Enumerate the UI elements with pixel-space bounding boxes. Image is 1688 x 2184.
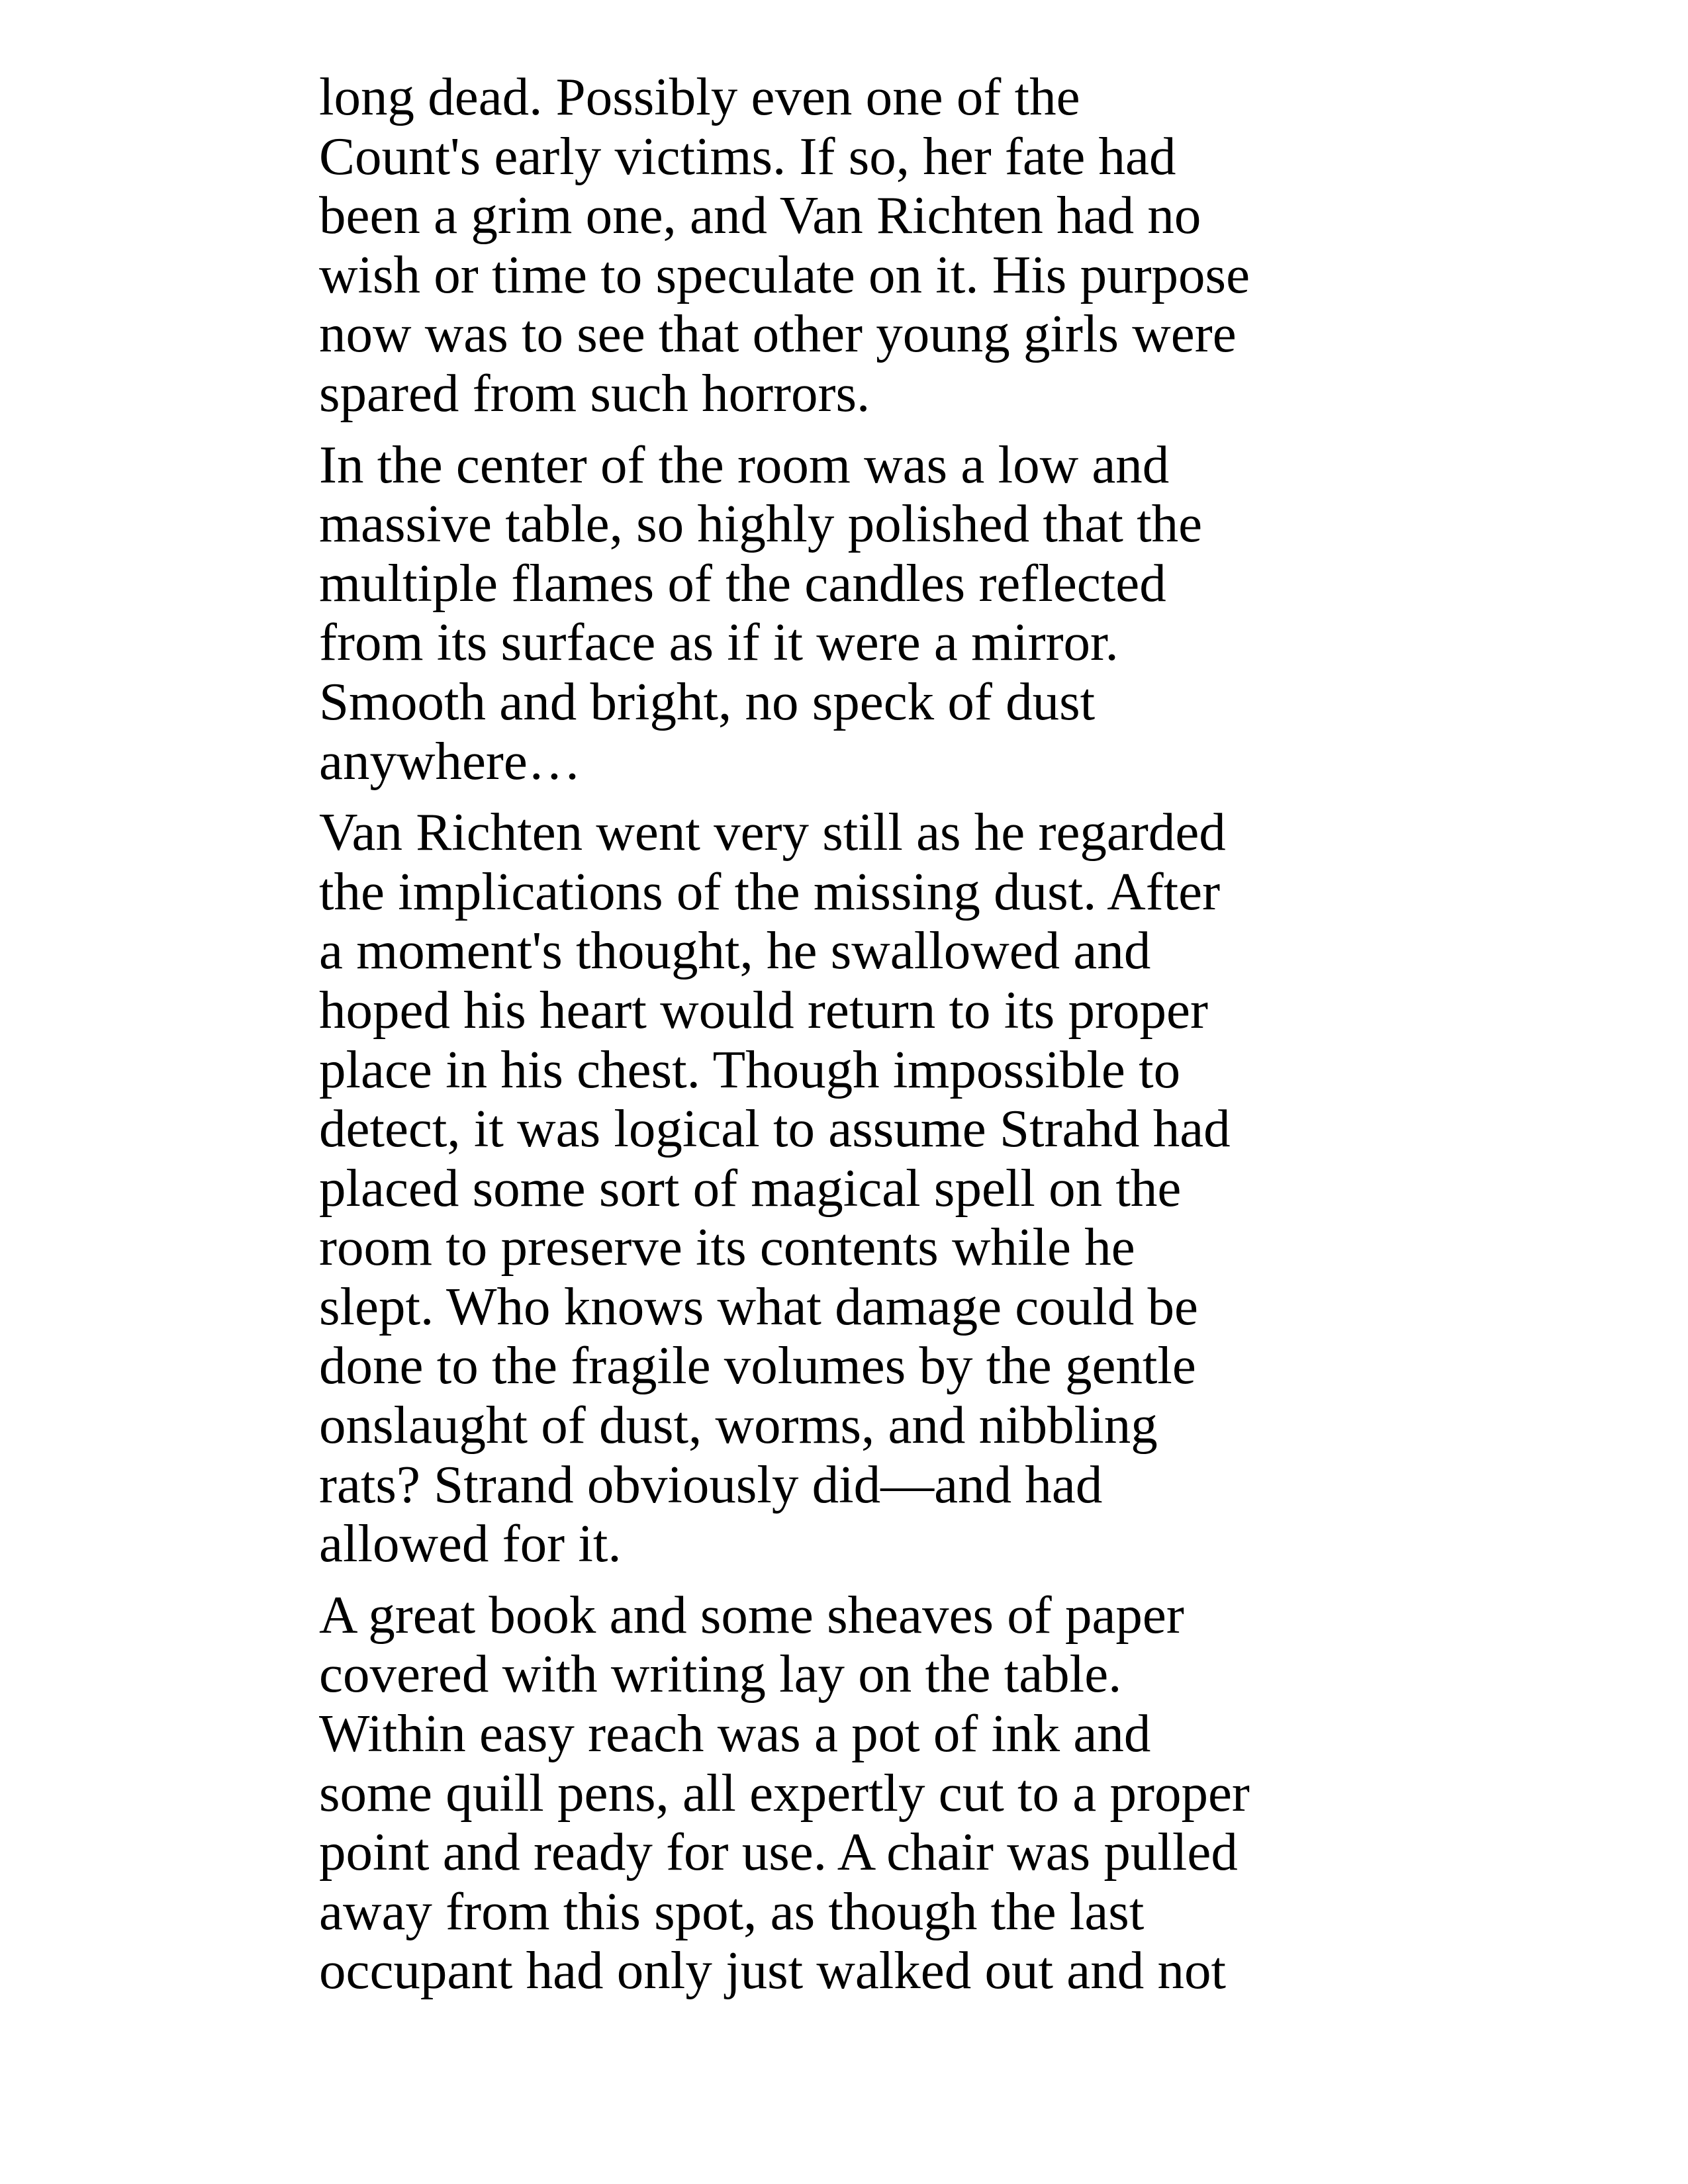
text-line: hoped his heart would return to its proper	[319, 979, 1208, 1040]
text-line: done to the fragile volumes by the gentle	[319, 1336, 1196, 1396]
text-line: placed some sort of magical spell on the	[319, 1158, 1182, 1218]
text-line: place in his chest. Though impossible to	[319, 1039, 1181, 1099]
body-text	[319, 68, 1405, 2013]
text-line: the implications of the missing dust. After	[319, 861, 1221, 921]
text-line: In the center of the room was a low and	[319, 434, 1170, 494]
text-line: massive table, so highly polished that the	[319, 494, 1203, 554]
text-line: wish or time to speculate on it. His purpose	[319, 244, 1250, 304]
text-line: allowed for it.	[319, 1514, 622, 1574]
text-line: been a grim one, and Van Richten had no	[319, 185, 1201, 246]
text-line: now was to see that other young girls were	[319, 304, 1237, 364]
paragraph	[319, 68, 1405, 424]
text-line: a moment's thought, he swallowed and	[319, 921, 1151, 981]
text-line: long dead. Possibly even one of the	[319, 67, 1080, 126]
text-line: Van Richten went very still as he regarded	[319, 802, 1226, 862]
text-line: rats? Strand obviously did—and had	[319, 1454, 1103, 1514]
text-line: some quill pens, all expertly cut to a proper	[319, 1762, 1250, 1823]
text-line: A great book and some sheaves of paper	[319, 1584, 1184, 1645]
text-line: anywhere…	[319, 731, 581, 791]
text-line: occupant had only just walked out and not	[319, 1940, 1226, 2001]
text-line: room to preserve its contents while he	[319, 1217, 1135, 1277]
text-line: away from this spot, as though the last	[319, 1881, 1145, 1941]
text-line: detect, it was logical to assume Strahd had	[319, 1099, 1231, 1159]
text-line: from its surface as if it were a mirror.	[319, 612, 1119, 672]
text-line: Smooth and bright, no speck of dust	[319, 671, 1096, 731]
text-line: multiple flames of the candles reflected	[319, 553, 1166, 613]
text-line: point and ready for use. A chair was pulled	[319, 1822, 1238, 1882]
text-line: slept. Who knows what damage could be	[319, 1276, 1198, 1336]
text-line: covered with writing lay on the table.	[319, 1644, 1122, 1704]
text-line: spared from such horrors.	[319, 363, 870, 423]
paragraph	[319, 435, 1405, 792]
text-line: Count's early victims. If so, her fate had	[319, 126, 1176, 186]
text-line: onslaught of dust, worms, and nibbling	[319, 1395, 1158, 1455]
paragraph	[319, 803, 1405, 1574]
paragraph	[319, 1586, 1405, 2001]
text-line: Within easy reach was a pot of ink and	[319, 1704, 1151, 1764]
